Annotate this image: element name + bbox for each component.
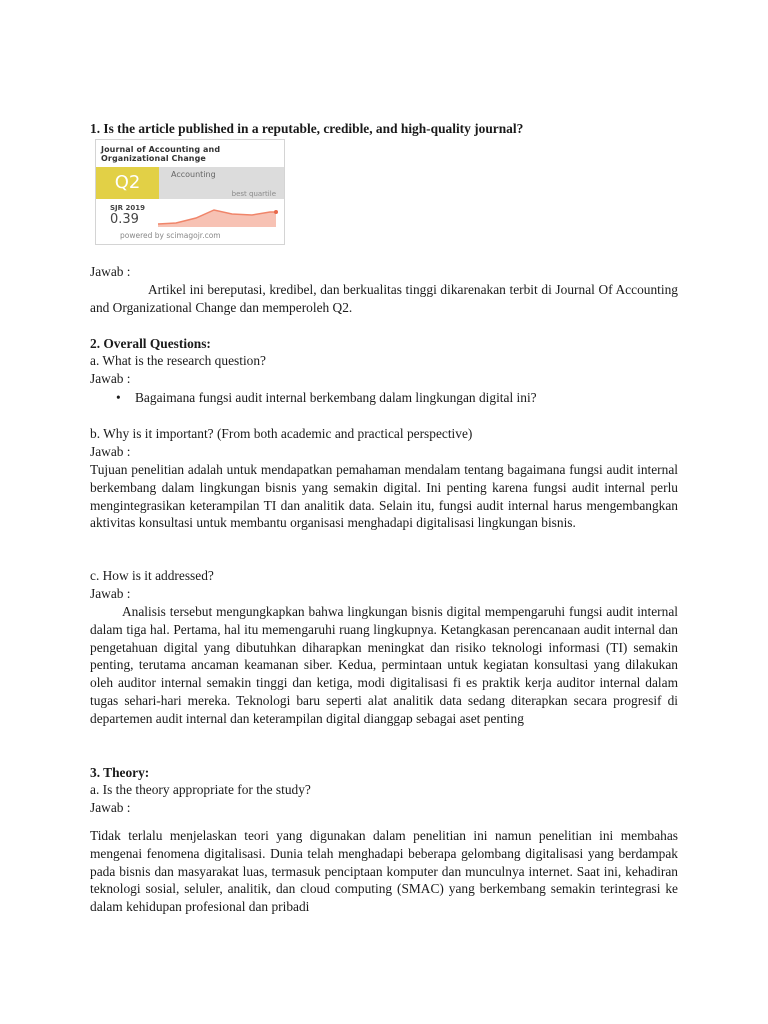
badge-journal-line1: Journal of Accounting and: [101, 145, 221, 154]
question-2-heading: 2. Overall Questions:: [90, 336, 211, 351]
q2c-answer: Analisis tersebut mengungkapkan bahwa lingkungan bisnis digital mempengaruhi fungsi audit internal dalam tiga hal. Pertama, hal itu memengaruhi ruang lingkupnya. Ketangkasan perencanaan audit internal dan pengetahuan digital yang dibutuhkan diharapkan meningkat dan risiko teknologi informasi (TI) semakin penting, terutama ancaman keamanan siber. Kedua, permintaan untuk kegiatan konsultasi yang dilakukan oleh auditor internal semakin tinggi dan ketiga, modi digitalisasi fi es praktik kerja auditor internal dalam tugas sehari-hari mereka. Teknologi baru seperti alat analitik data sedang diterapkan secara progresif di departemen audit internal dan keterampilan digital dianggap sebagai aset penting: [90, 604, 678, 726]
badge-sjr-value: 0.39: [110, 212, 139, 227]
bullet-icon: •: [116, 390, 121, 405]
q1-jawab-label: Jawab :: [90, 264, 131, 279]
badge-quartile-note: best quartile: [231, 190, 276, 198]
q2a-bullet-text: Bagaimana fungsi audit internal berkembang dalam lingkungan digital ini?: [135, 390, 537, 405]
sparkline-area: [158, 210, 276, 227]
sjr-sparkline: [156, 202, 280, 228]
q2a-question: a. What is the research question?: [90, 353, 266, 368]
question-1-heading: 1. Is the article published in a reputable, credible, and high-quality journal?: [90, 121, 524, 136]
q2c-jawab-label: Jawab :: [90, 586, 131, 601]
question-3-heading: 3. Theory:: [90, 765, 150, 780]
q2c-question: c. How is it addressed?: [90, 568, 214, 583]
badge-category: Accounting: [171, 170, 216, 179]
q2b-jawab-label: Jawab :: [90, 444, 131, 459]
badge-sjr-label: SJR 2019: [110, 204, 145, 212]
q2b-question: b. Why is it important? (From both academic and practical perspective): [90, 426, 473, 441]
badge-powered-by: powered by scimagojr.com: [120, 231, 221, 240]
badge-category-box: [159, 167, 284, 199]
q2b-answer: Tujuan penelitian adalah untuk mendapatkan pemahaman mendalam tentang bagaimana fungsi audit internal berkembang dalam lingkungan bisnis yang semakin digital. Ini penting karena fungsi audit internal perlu mengintegrasikan keterampilan TI dan analitik data. Selain itu, fungsi audit internal harus mengembangkan aktivitas konsultasi untuk membantu organisasi menghadapi digitalisasi lingkungan bisnis.: [90, 462, 678, 531]
badge-journal-title: [101, 145, 220, 163]
q1-answer: Artikel ini bereputasi, kredibel, dan berkualitas tinggi dikarenakan terbit di Journal Of Accounting and Organizational Change dan memperoleh Q2.: [90, 282, 678, 315]
badge-quartile: Q2: [96, 167, 159, 199]
badge-journal-line2: Organizational Change: [101, 154, 206, 163]
q3a-answer: Tidak terlalu menjelaskan teori yang digunakan dalam penelitian ini namun penelitian ini membahas mengenai fenomena digitalisasi. Dunia telah menghadapi beberapa gelombang digitalisasi yang berdampak pada bisnis dan masyarakat luas, termasuk penciptaan komputer dan munculnya internet. Saat ini, kehadiran teknologi sosial, seluler, analitik, dan cloud computing (SMAC) yang berkembang semakin terintegrasi ke dalam kehidupan profesional dan pribadi: [90, 828, 678, 915]
q3a-jawab-label: Jawab :: [90, 800, 131, 815]
scimago-journal-badge: [95, 139, 285, 245]
q3a-question: a. Is the theory appropriate for the study?: [90, 782, 311, 797]
q2a-bullet-item: [90, 389, 678, 407]
q2a-bullet-list: [90, 389, 678, 407]
sparkline-endpoint: [274, 210, 278, 214]
q2a-jawab-label: Jawab :: [90, 371, 131, 386]
